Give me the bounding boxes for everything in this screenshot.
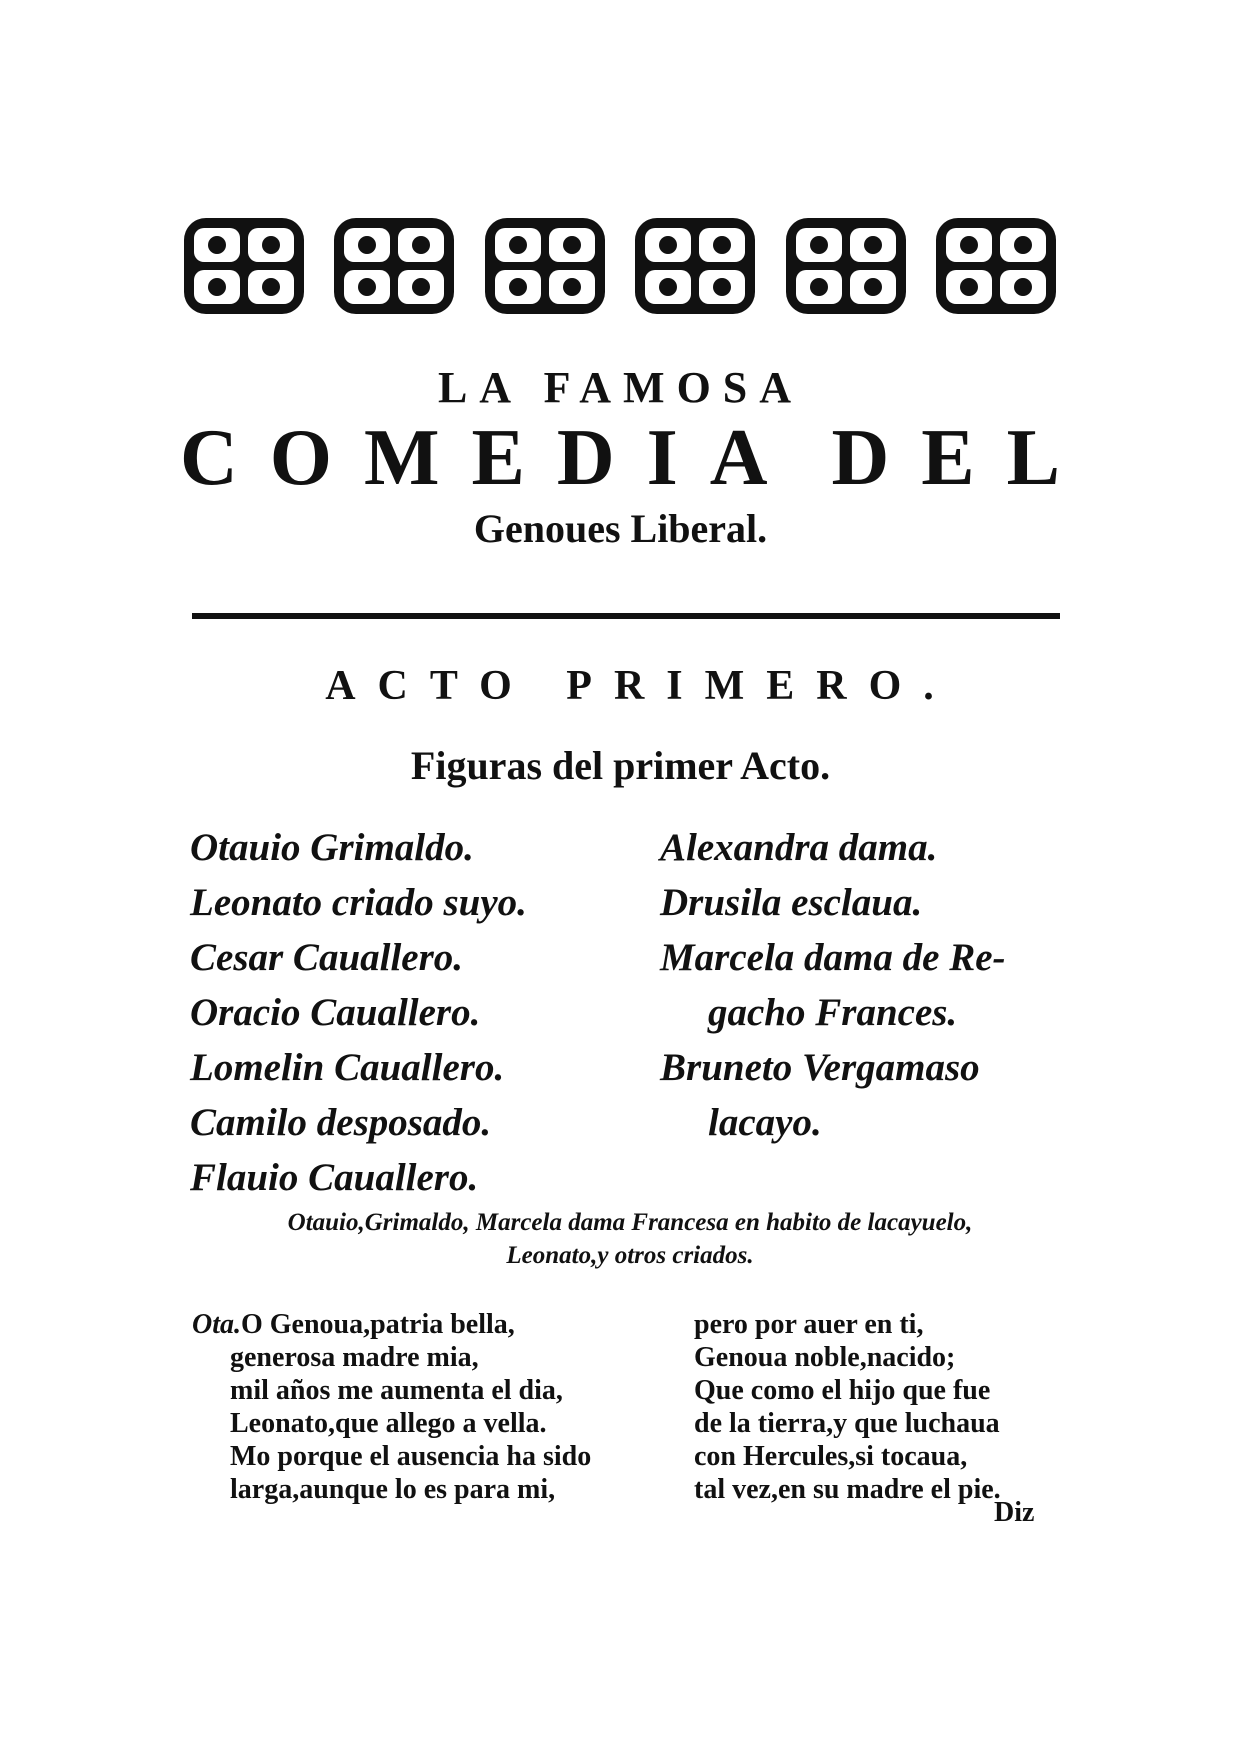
title-letter: L <box>1006 414 1060 502</box>
cast-entry: Cesar Cauallero. <box>190 936 464 979</box>
title-line-2 <box>180 414 1060 502</box>
stage-direction-line: Otauio,Grimaldo, Marcela dama Francesa en habito de lacayuelo, <box>287 1209 973 1236</box>
verse-line: mil años me aumenta el dia, <box>230 1375 563 1406</box>
ornament-icon <box>932 214 1060 318</box>
divider-rule <box>192 612 1060 620</box>
cast-entry: Flauio Cauallero. <box>190 1156 479 1199</box>
cast-entry: gacho Frances. <box>708 991 958 1034</box>
ornament-icon <box>330 214 458 318</box>
cast-entry: Alexandra dama. <box>660 826 938 869</box>
cast-entry: Otauio Grimaldo. <box>190 826 474 869</box>
ornament-icon <box>631 214 759 318</box>
title-letter: C <box>180 414 238 502</box>
title-line-1: LA FAMOSA <box>437 363 804 412</box>
verse-line <box>192 1308 652 1341</box>
verse-column-right <box>694 1308 1074 1506</box>
verse-line: Genoua noble,nacido; <box>694 1342 956 1373</box>
title-letter: A <box>709 414 768 502</box>
cast-list-left <box>190 820 660 1205</box>
act-heading: ACTO PRIMERO. <box>325 663 956 709</box>
verse-line: con Hercules,si tocaua, <box>694 1441 968 1472</box>
cast-entry: Marcela dama de Re- <box>660 936 1006 979</box>
verse-line: pero por auer en ti, <box>694 1309 924 1340</box>
verse-line: tal vez,en su madre el pie. <box>694 1474 1001 1505</box>
verse-text: O Genoua,patria bella, <box>241 1309 515 1340</box>
figures-heading: Figuras del primer Acto. <box>410 743 831 788</box>
verse-line: larga,aunque lo es para mi, <box>230 1474 556 1505</box>
title-letter: I <box>646 414 678 502</box>
cast-list-right <box>660 820 1060 1150</box>
verse-column-left <box>192 1308 652 1506</box>
verse-line: generosa madre mia, <box>230 1342 479 1373</box>
cast-entry: Drusila esclaua. <box>660 881 923 924</box>
cast-entry: Camilo desposado. <box>190 1101 492 1144</box>
verse-line: Leonato,que allego a vella. <box>230 1408 547 1439</box>
catchword: Diz <box>994 1497 1035 1528</box>
title-letter: E <box>921 414 975 502</box>
title-letter: D <box>556 414 615 502</box>
cast-entry: Lomelin Cauallero. <box>190 1046 505 1089</box>
speaker-label: Ota. <box>192 1309 241 1340</box>
stage-direction-line: Leonato,y otros criados. <box>506 1242 754 1269</box>
stage-direction <box>200 1206 1060 1272</box>
ornament-icon <box>782 214 910 318</box>
ornament-icon <box>180 214 308 318</box>
ornament-icon <box>481 214 609 318</box>
title-letter: E <box>471 414 525 502</box>
title-line-3: Genoues Liberal. <box>473 506 768 551</box>
ornament-band <box>180 214 1060 324</box>
cast-entry: Oracio Cauallero. <box>190 991 481 1034</box>
title-letter: M <box>363 414 440 502</box>
verse-line: de la tierra,y que luchaua <box>694 1408 1000 1439</box>
verse-line: Mo porque el ausencia ha sido <box>230 1441 592 1472</box>
cast-entry: Leonato criado suyo. <box>190 881 527 924</box>
cast-entry: Bruneto Vergamaso <box>660 1046 980 1089</box>
cast-entry: lacayo. <box>708 1101 822 1144</box>
verse-line: Que como el hijo que fue <box>694 1375 991 1406</box>
title-letter: D <box>831 414 890 502</box>
title-letter: O <box>269 414 332 502</box>
